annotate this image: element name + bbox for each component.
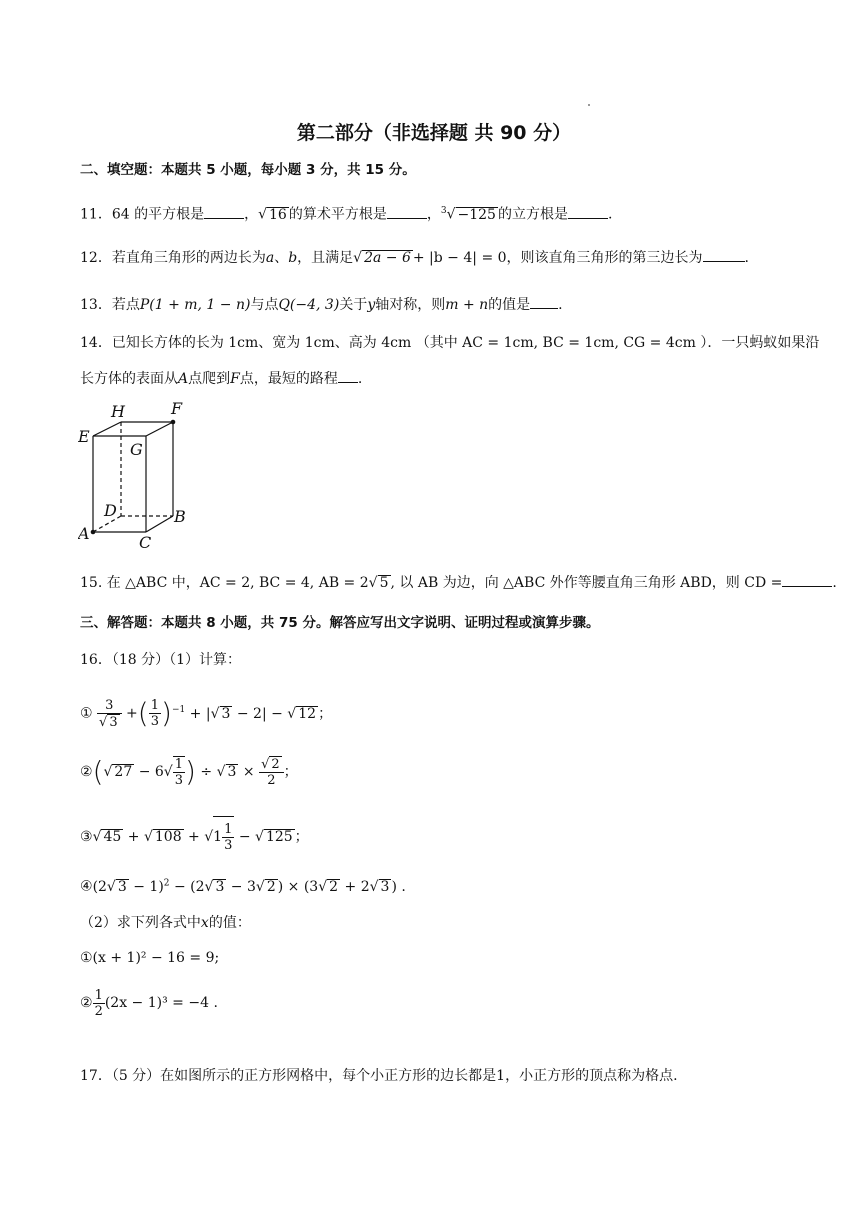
page-title: 第二部分（非选择题 共 90 分） xyxy=(296,122,572,144)
label-e: E xyxy=(78,427,90,446)
point-a-dot xyxy=(91,530,96,535)
cuboid-figure xyxy=(78,400,208,550)
question-12: 12．若直角三角形的两边长为a、b，且满足√ 2a − 6 + |b − 4| = 0，则该直角三角形的第三边长为 . xyxy=(80,247,749,268)
question-15: 15. 在 △ABC 中，AC = 2, BC = 4, AB = 2√ 5 , 以 AB 为边，向 △ABC 外作等腰直角三角形 ABD，则 CD = . xyxy=(80,572,837,593)
question-11: 11．64 的平方根是 ，√ 16 的算术平方根是 ，$^3$√ −125 的立方根是 . xyxy=(80,201,612,225)
q16-calc-4: ④(2√ 3 − 1)$^2$ − (2√ 3 − 3√ 2 ) × (3√ 2 + 2√ 3 ) . xyxy=(80,878,406,895)
label-a: A xyxy=(78,524,90,543)
question-14-line1: 14．已知长方体的长为 1cm、宽为 1cm、高为 4cm （其中 AC = 1cm, BC = 1cm, CG = 4cm ）．一只蚂蚁如果沿 xyxy=(80,335,820,351)
question-14-line2: 长方体的表面从A点爬到F点，最短的路程 . xyxy=(80,368,362,389)
page-mark xyxy=(588,104,590,106)
question-16-heading: 16．（18 分）（1）计算： xyxy=(80,652,241,668)
q16-calc-1: ① $\frac{3}{√ 3}$ +( $\frac{1}{3}$ )$^{-1}$ + |√ 3 − 2| − √ 12 ； xyxy=(80,696,333,730)
q16-calc-2: ②(√ 27 − 6√ $\frac{1}{3}$ ) ÷ √ 3 × $\frac{√ 2}{2}$ ； xyxy=(80,755,298,788)
label-c: C xyxy=(139,533,152,550)
q16-calc-3: ③√ 45 + √ 108 + √1 $\frac{1}{3}$ − √ 125 ； xyxy=(80,816,309,856)
q16-equation-2: ② $\frac{1}{2}$ (2x − 1)³ = −4 . xyxy=(80,987,218,1019)
question-13: 13．若点P(1 + m, 1 − n)与点Q(−4, 3)关于y轴对称，则m + n的值是 . xyxy=(80,294,563,315)
label-d: D xyxy=(104,501,117,520)
label-b: B xyxy=(174,507,186,526)
q16-equation-1: ①(x + 1)² − 16 = 9; xyxy=(80,950,220,966)
section-fill-blank-heading: 二、填空题：本题共 5 小题，每小题 3 分，共 15 分。 xyxy=(80,162,416,178)
point-f-dot xyxy=(171,420,176,425)
label-f: F xyxy=(171,400,183,418)
section-answer-heading: 三、解答题：本题共 8 小题，共 75 分。解答应写出文字说明、证明过程或演算步骤。 xyxy=(80,615,600,631)
label-g: G xyxy=(130,440,143,459)
q16-part-2: （2）求下列各式中x的值： xyxy=(80,915,251,931)
label-h: H xyxy=(111,402,125,421)
question-17: 17．（5 分）在如图所示的正方形网格中，每个小正方形的边长都是1，小正方形的顶点称为格点. xyxy=(80,1068,678,1084)
